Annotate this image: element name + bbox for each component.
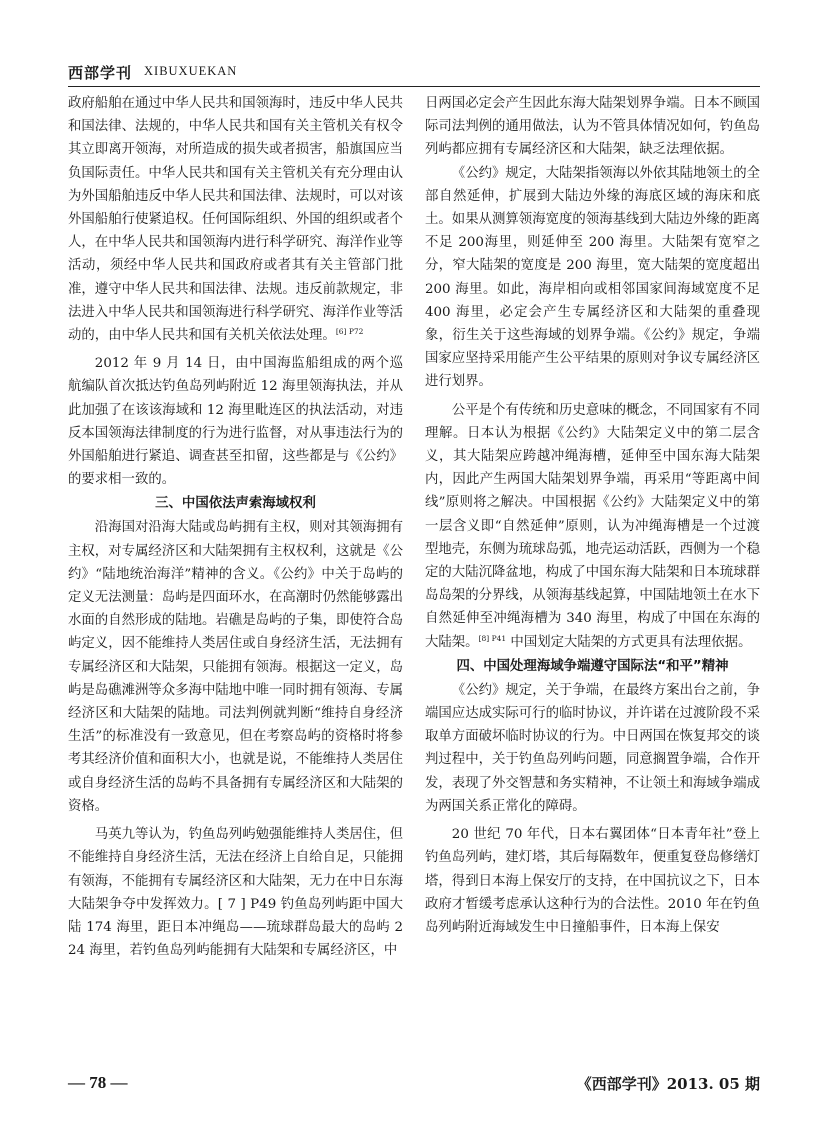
journal-title-en: XIBUXUEKAN	[144, 64, 238, 78]
paragraph: 20 世纪 70 年代，日本右翼团体“日本青年社”登上钓鱼岛列屿，建灯塔，其后每隔数年，便重复登岛修缮灯塔，得到日本海上保安厅的支持，在中国抗议之下，日本政府才暂缓考虑承认这种行为的合法性。2010 年在钓鱼岛列屿附近海域发生中日撞船事件，日本海上保安	[425, 827, 760, 935]
paragraph: 《公约》规定，大陆架指领海以外依其陆地领土的全部自然延伸，扩展到大陆边外缘的海底区域的海床和底土。如果从测算领海宽度的领海基线到大陆边外缘的距离不足 200海里，则延伸至 200 海里。大陆架有宽窄之分，窄大陆架的宽度是 200 海里，宽大陆架的宽度超出 200 海里。如此，海岸相向或相邻国家间海域宽度不足 400 海里，必定会产生专属经济区和大陆架的重叠现象，衍生关于这些海域的划界争端。《公约》规定，争端国家应坚持采用能产生公平结果的原则对争议专属经济区进行划界。	[425, 165, 760, 390]
header-rule	[68, 86, 760, 87]
page-number: — 78 —	[68, 1073, 128, 1092]
paragraph-text: 中国划定大陆架的方式更具有法理依据。	[506, 634, 752, 650]
journal-title-cn: 西部学刊	[68, 64, 133, 82]
citation-ref: [8] P41	[478, 633, 507, 643]
paragraph: 2012 年 9 月 14 日，由中国海监船组成的两个巡航编队首次抵达钓鱼岛列屿附近 12 海里领海执法，并从此加强了在该该海域和 12 海里毗连区的执法活动，对违反本国领海法律制度的行为进行监督，对从事违法行为的外国船舶进行紧追、调查甚至扣留，这些都是与《公约》的要求相一致的。	[68, 356, 403, 488]
paragraph: 日两国必定会产生因此东海大陆架划界争端。日本不顾国际司法判例的通用做法，认为不管具体情况如何，钓鱼岛列屿都应拥有专属经济区和大陆架，缺乏法理依据。	[425, 96, 760, 158]
page-footer	[68, 1073, 760, 1099]
left-column	[68, 92, 403, 962]
right-column	[425, 92, 760, 939]
paragraph-text: 公平是个有传统和历史意味的概念，不同国家有不同理解。日本认为根据《公约》大陆架定义中的第二层含义，其大陆架应跨越冲绳海槽，延伸至中国东海大陆架内，因此产生两国大陆架划界争端，再采用“等距离中间线”原则将之解决。中国根据《公约》大陆架定义中的第一层含义即“自然延伸”原则，认为冲绳海槽是一个过渡型地壳，东侧为琉球岛弧，地壳运动活跃，西侧为一个稳定的大陆沉降盆地，构成了中国东海大陆架和日本琉球群岛岛架的分界线，从领海基线起算，中国陆地领土在水下自然延伸至冲绳海槽为 340 海里，构成了中国在东海的大陆架。	[425, 402, 760, 650]
section-heading: 三、中国依法声索海域权利	[155, 496, 316, 512]
citation-ref: [6] P72	[335, 327, 364, 337]
paragraph: 马英九等认为，钓鱼岛列屿勉强能维持人类居住，但不能维持自身经济生活，无法在经济上自给自足，只能拥有领海，不能拥有专属经济区和大陆架，无力在中日东海大陆架争夺中发挥效力。[ 7 ] P49 钓鱼岛列屿距中国大陆 174 海里，距日本冲绳岛——琉球群岛最大的岛屿 224 海里，若钓鱼岛列屿能拥有大陆架和专属经济区，中	[68, 827, 403, 959]
section-heading: 四、中国处理海域争端遵守国际法“和平”精神	[456, 658, 729, 674]
paragraph	[425, 399, 760, 654]
paragraph-text: 政府船舶在通过中华人民共和国领海时，违反中华人民共和国法律、法规的，中华人民共和国有关主管机关有权令其立即离开领海，对所造成的损失或者损害，船旗国应当负国际责任。中华人民共和国有关主管机关有充分理由认为外国船舶违反中华人民共和国法律、法规时，可以对该外国船舶行使紧追权。任何国际组织、外国的组织或者个人，在中华人民共和国领海内进行科学研究、海洋作业等活动，须经中华人民共和国政府或者其有关主管部门批准，遵守中华人民共和国法律、法规。违反前款规定，非法进入中华人民共和国领海进行科学研究、海洋作业等活动的，由中华人民共和国有关机关依法处理。	[68, 96, 403, 344]
paragraph: 沿海国对沿海大陆或岛屿拥有主权，则对其领海拥有主权，对专属经济区和大陆架拥有主权权利，这就是《公约》“陆地统治海洋”精神的含义。《公约》中关于岛屿的定义无法测量：岛屿是四面环水，在高潮时仍然能够露出水面的自然形成的陆地。岩礁是岛屿的子集，即使符合岛屿定义，因不能维持人类居住或自身经济生活，无法拥有专属经济区和大陆架，只能拥有领海。根据这一定义，岛屿是岛礁滩洲等众多海中陆地中唯一同时拥有领海、专属经济区和大陆架的陆地。司法判例就判断“维持自身经济生活”的标准没有一致意见，但在考察岛屿的资格时将参考其经济价值和面积大小，也就是说，不能维持人类居住或自身经济生活的岛屿不具备拥有专属经济区和大陆架的资格。	[68, 520, 403, 814]
paragraph	[68, 92, 403, 347]
running-header	[68, 58, 760, 82]
issue-label: 《西部学刊》2013. 05 期	[576, 1075, 760, 1093]
paragraph: 《公约》规定，关于争端，在最终方案出台之前，争端国应达成实际可行的临时协议，并许诺在过渡阶段不采取单方面破坏临时协议的行为。中日两国在恢复邦交的谈判过程中，关于钓鱼岛列屿问题，同意搁置争端，合作开发，表现了外交智慧和务实精神，不让领土和海域争端成为两国关系正常化的障碍。	[425, 682, 760, 814]
